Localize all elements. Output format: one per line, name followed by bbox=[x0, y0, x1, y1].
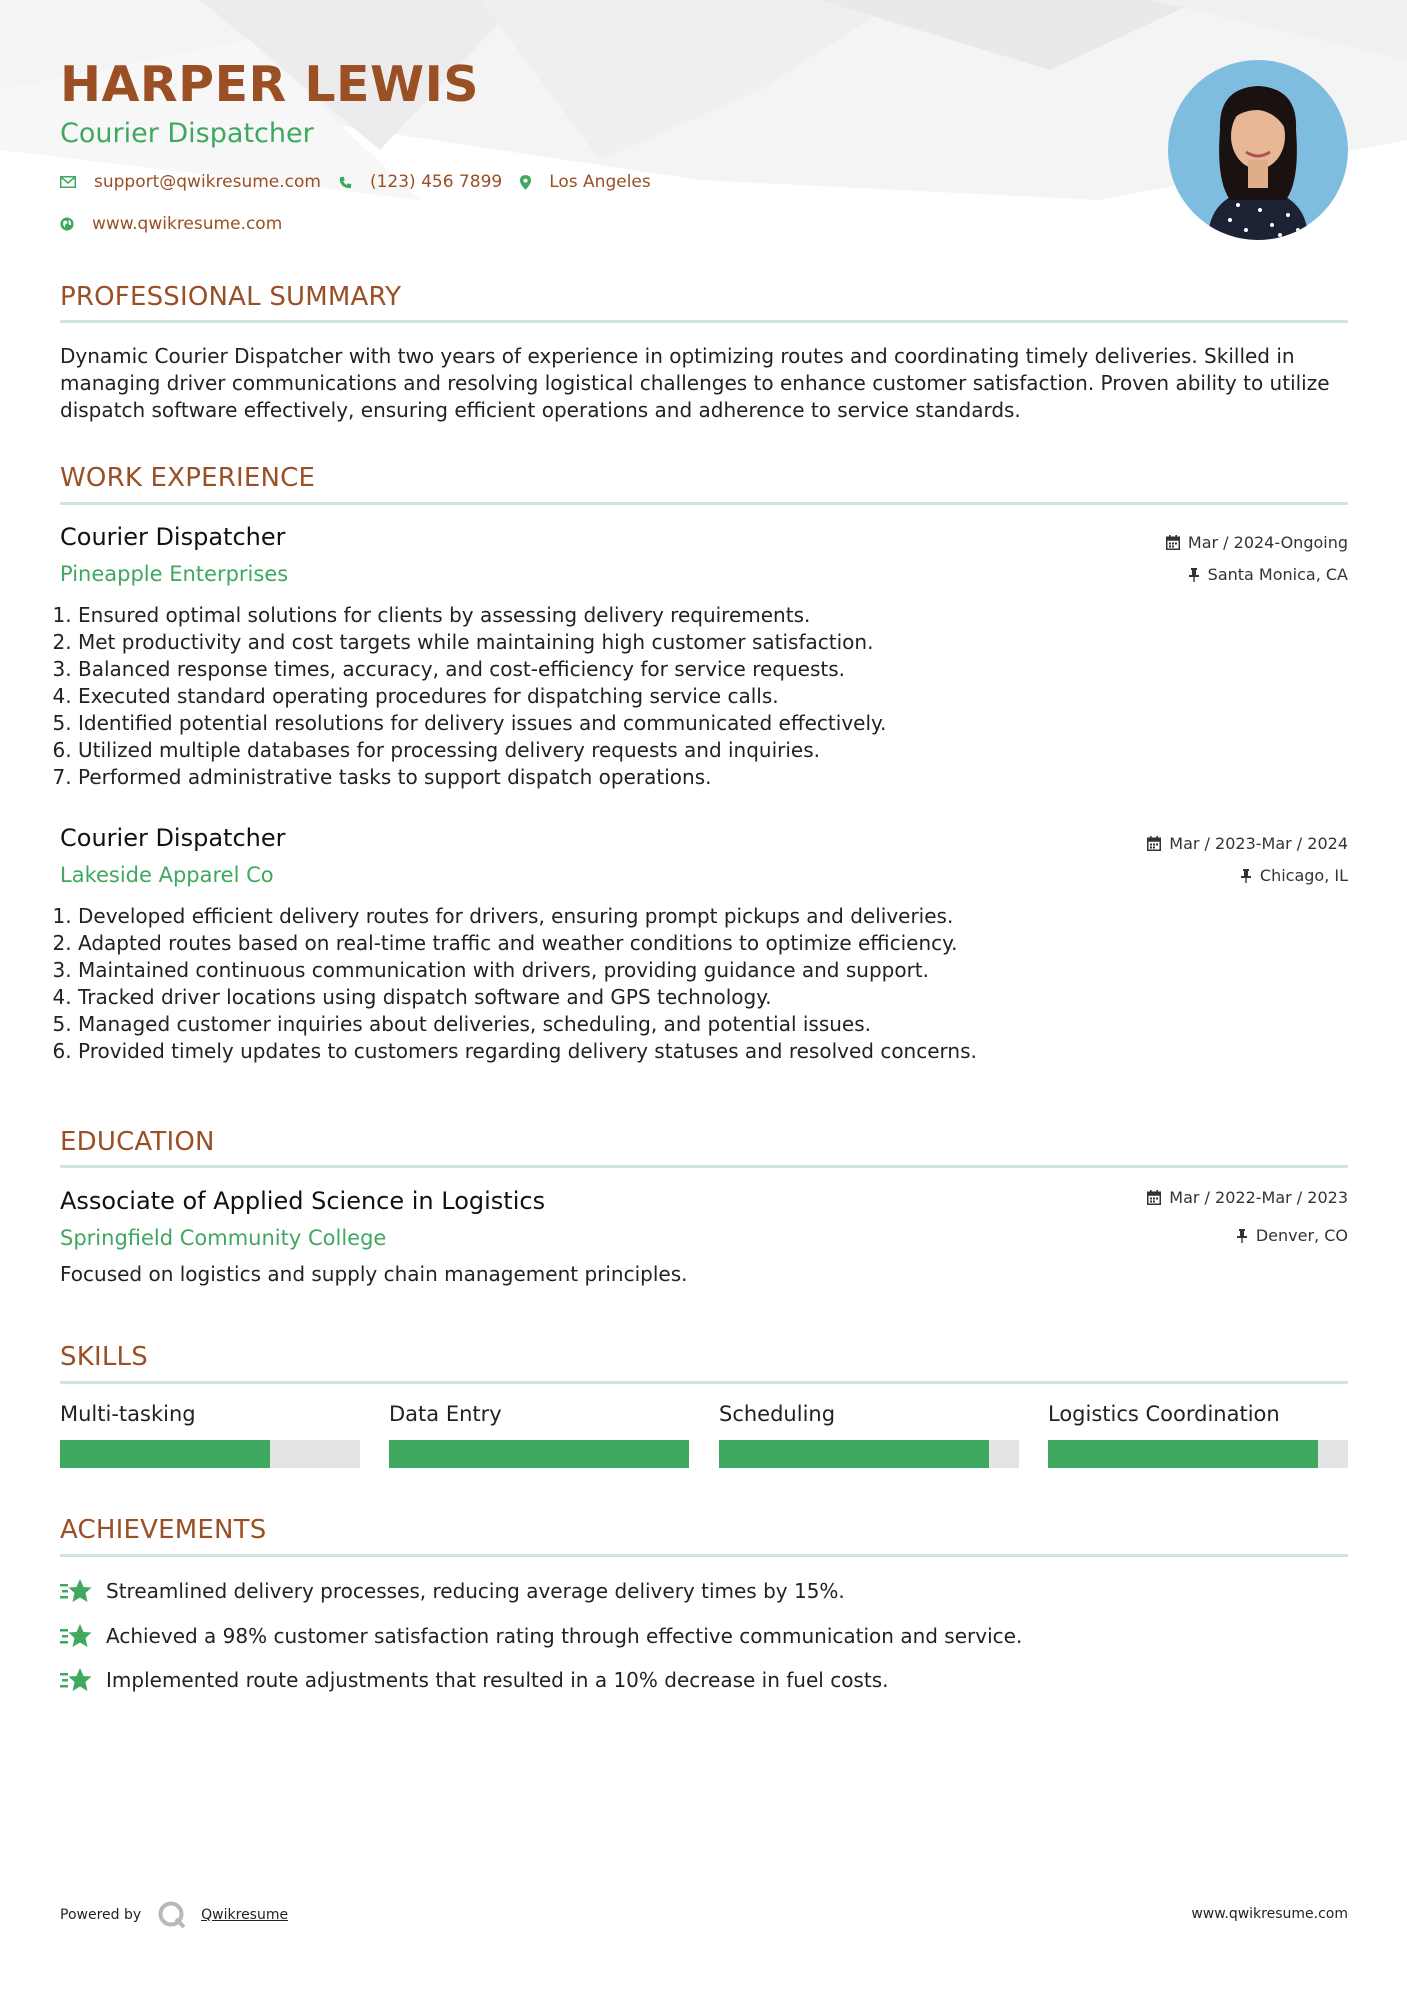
job-responsibilities bbox=[60, 602, 886, 791]
skill-label: Scheduling bbox=[719, 1402, 836, 1426]
skill-level-fill bbox=[389, 1440, 689, 1468]
skill-level-fill bbox=[719, 1440, 989, 1468]
summary-divider bbox=[60, 320, 1348, 323]
list-item: 1. Developed efficient delivery routes for drivers, ensuring prompt pickups and deliveries. bbox=[78, 903, 977, 930]
powered-by-text: Powered by bbox=[60, 1907, 142, 1923]
pin-icon bbox=[1236, 1229, 1248, 1243]
list-item: 4. Tracked driver locations using dispatch software and GPS technology. bbox=[78, 984, 977, 1011]
company-name: Pineapple Enterprises bbox=[60, 562, 289, 586]
job-location-text: Santa Monica, CA bbox=[1207, 565, 1348, 584]
achievements-divider bbox=[60, 1554, 1348, 1557]
envelope-icon bbox=[60, 176, 76, 188]
pin-icon bbox=[1188, 568, 1200, 582]
skill-item bbox=[389, 1402, 689, 1468]
achievement-text: Implemented route adjustments that resulted in a 10% decrease in fuel costs. bbox=[106, 1668, 889, 1692]
calendar-icon bbox=[1166, 535, 1180, 550]
list-item: 1. Ensured optimal solutions for clients by assessing delivery requirements. bbox=[78, 602, 886, 629]
calendar-icon bbox=[1147, 1190, 1161, 1205]
star-icon bbox=[60, 1667, 92, 1693]
achievement-text: Achieved a 98% customer satisfaction rating through effective communication and service. bbox=[106, 1624, 1023, 1648]
contact-row-2 bbox=[60, 214, 300, 234]
job-location-text: Chicago, IL bbox=[1259, 866, 1348, 885]
phone-icon bbox=[339, 176, 352, 189]
candidate-name: HARPER LEWIS bbox=[60, 56, 480, 113]
globe-icon bbox=[60, 217, 74, 231]
company-name: Lakeside Apparel Co bbox=[60, 863, 274, 887]
email-contact[interactable] bbox=[60, 172, 321, 192]
qwikresume-logo-icon bbox=[157, 1900, 187, 1930]
list-item: 6. Utilized multiple databases for processing delivery requests and inquiries. bbox=[78, 737, 886, 764]
qwikresume-link[interactable]: Qwikresume bbox=[201, 1907, 289, 1923]
education-location bbox=[1236, 1226, 1348, 1245]
skill-label: Logistics Coordination bbox=[1048, 1402, 1280, 1426]
list-item: 3. Balanced response times, accuracy, and cost-efficiency for service requests. bbox=[78, 656, 886, 683]
skill-level-bar bbox=[60, 1440, 360, 1468]
education-description: Focused on logistics and supply chain management principles. bbox=[60, 1262, 688, 1286]
skills-divider bbox=[60, 1381, 1348, 1384]
skill-level-fill bbox=[1048, 1440, 1318, 1468]
experience-divider bbox=[60, 502, 1348, 505]
skill-item bbox=[1048, 1402, 1348, 1468]
website-contact[interactable] bbox=[60, 214, 282, 234]
profile-photo bbox=[1168, 60, 1348, 240]
skill-level-bar bbox=[1048, 1440, 1348, 1468]
map-pin-icon bbox=[520, 175, 531, 190]
job-location bbox=[1240, 866, 1348, 885]
list-item: 6. Provided timely updates to customers regarding delivery statuses and resolved concerns. bbox=[78, 1038, 977, 1065]
skill-level-bar bbox=[389, 1440, 689, 1468]
contact-row bbox=[60, 172, 669, 192]
job-dates bbox=[1147, 834, 1348, 853]
job-location bbox=[1188, 565, 1348, 584]
experience-heading: WORK EXPERIENCE bbox=[60, 463, 316, 493]
star-icon bbox=[60, 1623, 92, 1649]
achievements-heading: ACHIEVEMENTS bbox=[60, 1515, 267, 1545]
skill-item bbox=[719, 1402, 1019, 1468]
skills-heading: SKILLS bbox=[60, 1342, 148, 1372]
list-item: 7. Performed administrative tasks to support dispatch operations. bbox=[78, 764, 886, 791]
list-item: 4. Executed standard operating procedures for dispatching service calls. bbox=[78, 683, 886, 710]
website-text: www.qwikresume.com bbox=[92, 214, 283, 234]
skill-item bbox=[60, 1402, 360, 1468]
job-responsibilities bbox=[60, 903, 977, 1065]
school-name: Springfield Community College bbox=[60, 1226, 387, 1250]
education-location-text: Denver, CO bbox=[1255, 1226, 1348, 1245]
summary-heading: PROFESSIONAL SUMMARY bbox=[60, 282, 402, 312]
phone-text: (123) 456 7899 bbox=[369, 172, 503, 192]
location-contact bbox=[520, 172, 651, 192]
phone-contact[interactable] bbox=[339, 172, 502, 192]
pin-icon bbox=[1240, 869, 1252, 883]
education-heading: EDUCATION bbox=[60, 1127, 215, 1157]
job-dates bbox=[1166, 533, 1348, 552]
job-dates-text: Mar / 2024-Ongoing bbox=[1187, 533, 1348, 552]
education-dates-text: Mar / 2022-Mar / 2023 bbox=[1169, 1188, 1348, 1207]
degree-title: Associate of Applied Science in Logistics bbox=[60, 1187, 546, 1215]
achievement-item bbox=[60, 1623, 1022, 1649]
star-icon bbox=[60, 1578, 92, 1604]
footer-website[interactable]: www.qwikresume.com bbox=[1191, 1906, 1348, 1922]
email-text: support@qwikresume.com bbox=[94, 172, 321, 192]
skill-level-bar bbox=[719, 1440, 1019, 1468]
skill-level-fill bbox=[60, 1440, 270, 1468]
candidate-title: Courier Dispatcher bbox=[60, 118, 314, 149]
location-text: Los Angeles bbox=[549, 172, 651, 192]
list-item: 2. Adapted routes based on real-time traffic and weather conditions to optimize efficiency. bbox=[78, 930, 977, 957]
list-item: 5. Identified potential resolutions for delivery issues and communicated effectively. bbox=[78, 710, 886, 737]
achievement-item bbox=[60, 1578, 845, 1604]
list-item: 2. Met productivity and cost targets while maintaining high customer satisfaction. bbox=[78, 629, 886, 656]
job-title: Courier Dispatcher bbox=[60, 523, 286, 551]
footer-powered-by bbox=[60, 1900, 288, 1930]
job-dates-text: Mar / 2023-Mar / 2024 bbox=[1169, 834, 1348, 853]
achievement-item bbox=[60, 1667, 888, 1693]
summary-text: Dynamic Courier Dispatcher with two years of experience in optimizing routes and coordinating timely deliveries. Skilled in managing driver communications and resolving logistical challenges to enhance customer satisfaction. Proven ability to utilize dispatch software effectively, ensuring efficient operations and adherence to service standards. bbox=[60, 344, 1330, 422]
list-item: 5. Managed customer inquiries about deliveries, scheduling, and potential issues. bbox=[78, 1011, 977, 1038]
achievement-text: Streamlined delivery processes, reducing average delivery times by 15%. bbox=[106, 1579, 845, 1603]
job-title: Courier Dispatcher bbox=[60, 824, 286, 852]
list-item: 3. Maintained continuous communication with drivers, providing guidance and support. bbox=[78, 957, 977, 984]
education-divider bbox=[60, 1165, 1348, 1168]
calendar-icon bbox=[1147, 836, 1161, 851]
skill-label: Multi-tasking bbox=[60, 1402, 196, 1426]
education-dates bbox=[1147, 1188, 1348, 1207]
skill-label: Data Entry bbox=[389, 1402, 502, 1426]
